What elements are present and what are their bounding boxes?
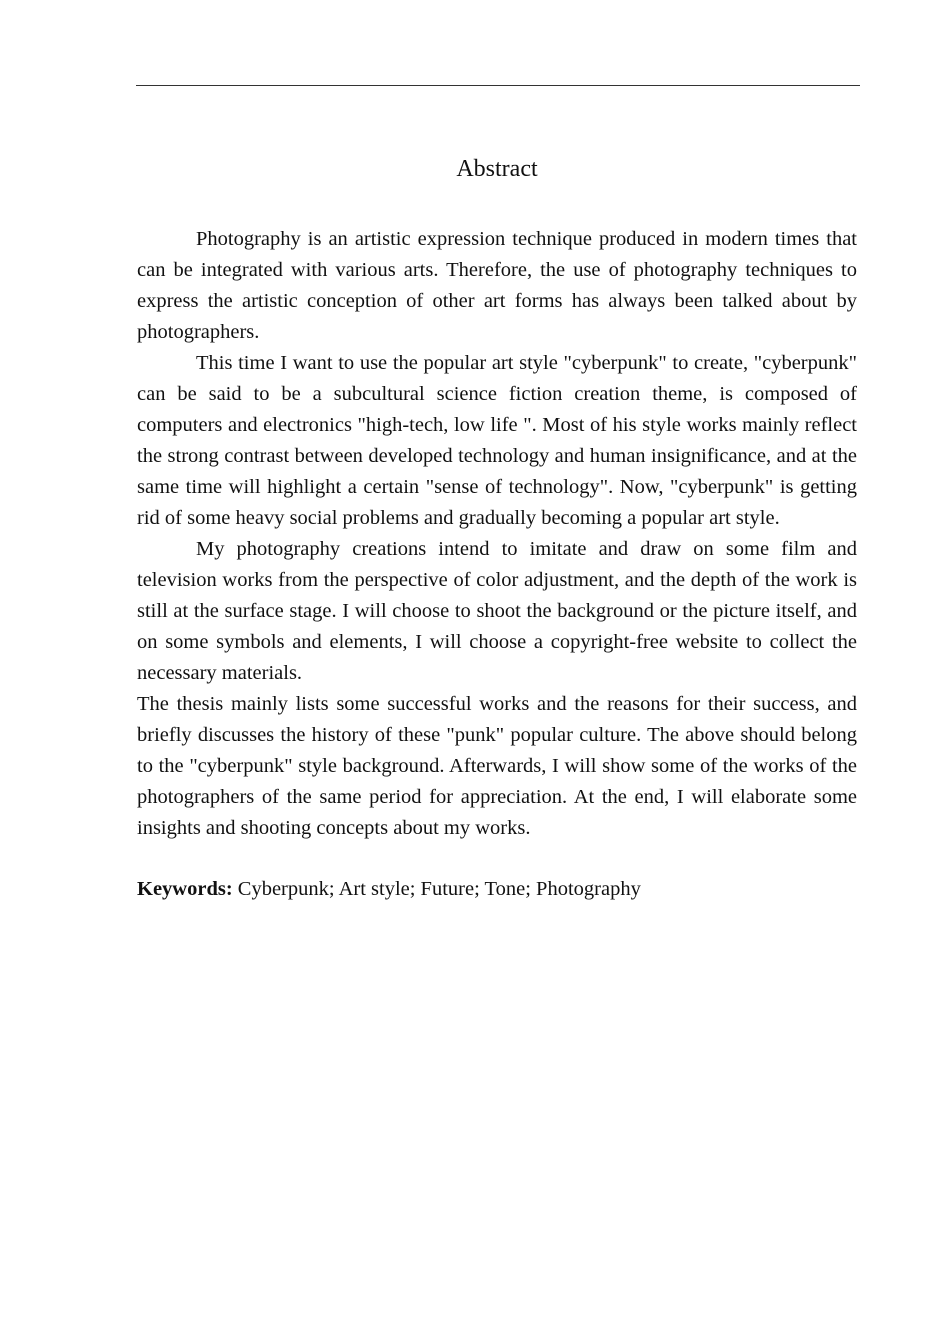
abstract-paragraph-3: My photography creations intend to imitate and draw on some film and television works from the perspective of color adjustment, and the depth of the work is still at the surface stage. I will choose to shoot the background or the picture itself, and on some symbols and elements, I will choose a copyright-free website to collect the necessary materials. (137, 538, 857, 684)
abstract-page (137, 150, 857, 905)
keywords-value: Cyberpunk; Art style; Future; Tone; Photography (232, 878, 641, 900)
abstract-paragraph-1: Photography is an artistic expression technique produced in modern times that can be integrated with various arts. Therefore, the use of photography techniques to express the artistic conception of other art forms has always been talked about by photographers. (137, 228, 857, 343)
header-rule (136, 85, 860, 86)
abstract-paragraph-2: This time I want to use the popular art style "cyberpunk" to create, "cyberpunk" can be said to be a subcultural science fiction creation theme, is composed of computers and electronics "high-tech, low life ". Most of his style works mainly reflect the strong contrast between developed technology and human insignificance, and at the same time will highlight a certain "sense of technology". Now, "cyberpunk" is getting rid of some heavy social problems and gradually becoming a popular art style. (137, 352, 857, 529)
keywords-label: Keywords: (137, 878, 233, 900)
page-title: Abstract (456, 156, 538, 182)
abstract-paragraph-4: The thesis mainly lists some successful works and the reasons for their success, and briefly discusses the history of these "punk" popular culture. The above should belong to the "cyberpunk" style background. Afterwards, I will show some of the works of the photographers of the same period for appreciation. At the end, I will elaborate some insights and shooting concepts about my works. (137, 693, 857, 839)
keywords-line (137, 874, 857, 905)
